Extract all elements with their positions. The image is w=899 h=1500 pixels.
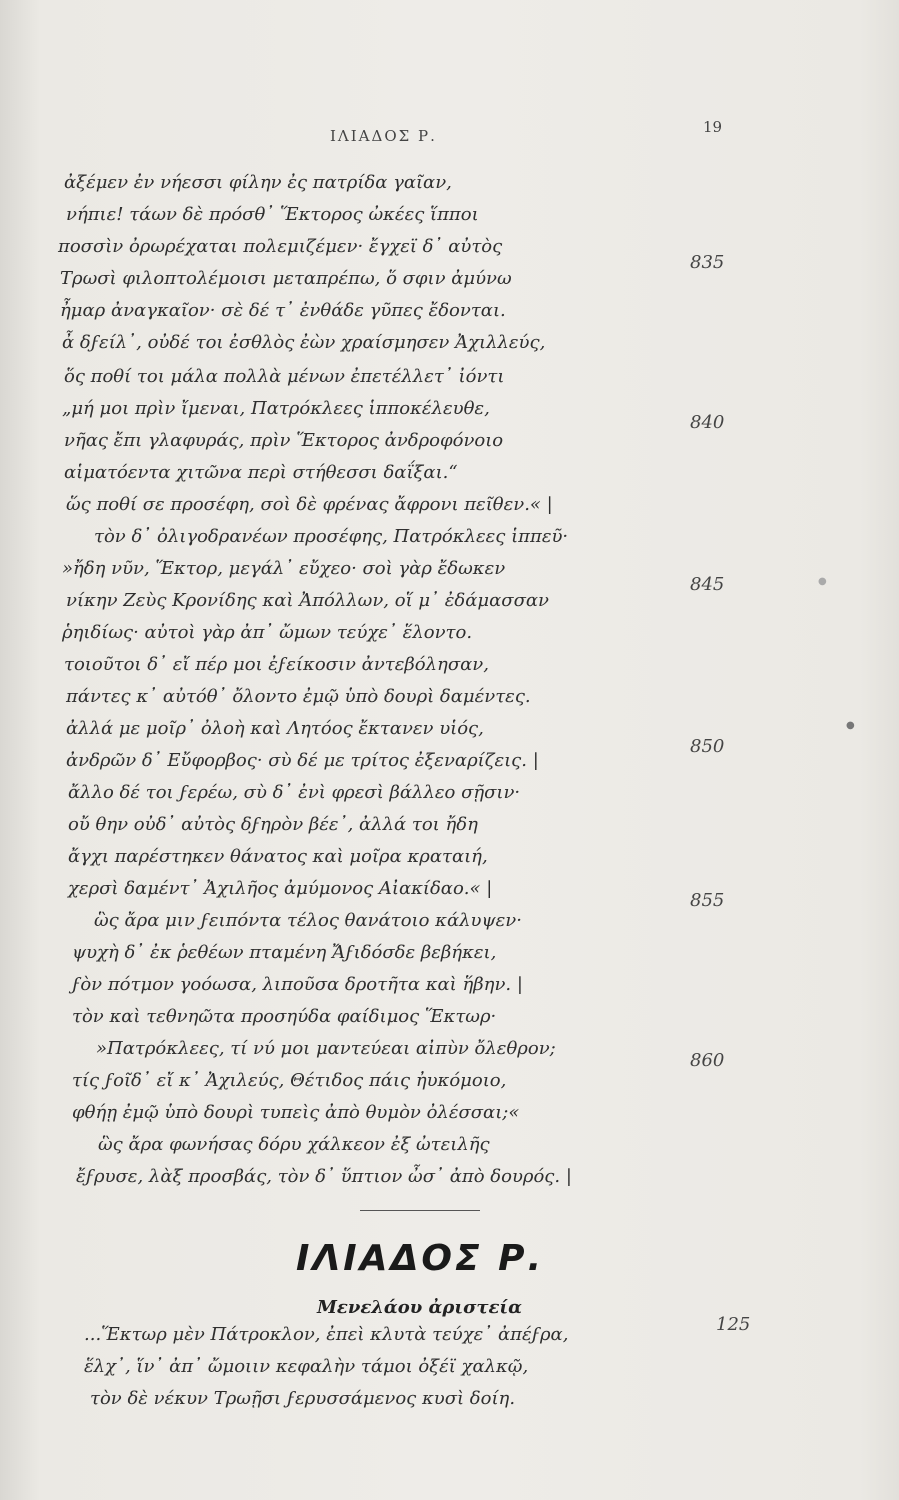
verse-line: πάντες κ᾽ αὐτόθ᾽ ὄλοντο ἐμῷ ὑπὸ δουρὶ δαμέντες. bbox=[66, 686, 531, 707]
verse-line: ἆ δϝείλ᾽, οὐδέ τοι ἐσθλὸς ἐὼν χραίσμησεν Ἀχιλλεύς, bbox=[62, 332, 546, 353]
scan-speck: ● bbox=[846, 720, 855, 731]
verse-line: „μή μοι πρὶν ἴμεναι, Πατρόκλεες ἱπποκέλευθε, bbox=[62, 398, 490, 419]
page-number: 19 bbox=[703, 118, 723, 136]
line-number: 845 bbox=[690, 574, 725, 595]
verse-line: ὅς ποθί τοι μάλα πολλὰ μένων ἐπετέλλετ᾽ ἰόντι bbox=[64, 366, 505, 387]
verse-line: νῆας ἔπι γλαφυράς, πρὶν Ἕκτορος ἀνδροφόνοιο bbox=[64, 430, 504, 451]
verse-line: νίκην Ζεὺς Κρονίδης καὶ Ἀπόλλων, οἵ μ᾽ ἐδάμασσαν bbox=[66, 590, 549, 611]
verse-line: ἔϝρυσε, λὰξ προσβάς, τὸν δ᾽ ὕπτιον ὦσ᾽ ἀπὸ δουρός. | bbox=[76, 1166, 572, 1187]
book-title: ΙΛΙΑΔΟΣ Ρ. bbox=[296, 1238, 545, 1279]
line-number: 840 bbox=[690, 412, 725, 433]
verse-line: τὸν καὶ τεθνηῶτα προσηύδα φαίδιμος Ἕκτωρ· bbox=[72, 1006, 497, 1027]
scan-speck: ● bbox=[818, 576, 827, 587]
verse-line: τοιοῦτοι δ᾽ εἴ πέρ μοι ἐϝείκοσιν ἀντεβόλησαν, bbox=[64, 654, 489, 675]
verse-line: φθήῃ ἐμῷ ὑπὸ δουρὶ τυπεὶς ἀπὸ θυμὸν ὀλέσσαι;« bbox=[72, 1102, 520, 1123]
verse-line: ἄγχι παρέστηκεν θάνατος καὶ μοῖρα κραταιή, bbox=[68, 846, 488, 867]
verse-line: ...Ἕκτωρ μὲν Πάτροκλον, ἐπεὶ κλυτὰ τεύχε᾽ ἀπέϝρα, bbox=[84, 1324, 569, 1345]
verse-line: τίς ϝοῖδ᾽ εἴ κ᾽ Ἀχιλεύς, Θέτιδος πάις ἠυκόμοιο, bbox=[72, 1070, 507, 1091]
verse-line: ἀξέμεν ἐν νήεσσι φίλην ἐς πατρίδα γαῖαν, bbox=[64, 172, 452, 193]
verse-line: ῥηιδίως· αὐτοὶ γὰρ ἀπ᾽ ὤμων τεύχε᾽ ἕλοντο. bbox=[62, 622, 473, 643]
line-number: 835 bbox=[690, 252, 725, 273]
verse-line: χερσὶ δαμέντ᾽ Ἀχιλῆος ἀμύμονος Αἰακίδαο.« | bbox=[68, 878, 493, 899]
line-number: 860 bbox=[690, 1050, 725, 1071]
verse-line: ὥς ποθί σε προσέφη, σοὶ δὲ φρένας ἄφρονι πεῖθεν.« | bbox=[66, 494, 553, 515]
verse-line: τὸν δ᾽ ὀλιγοδρανέων προσέφης, Πατρόκλεες ἱππεῦ· bbox=[94, 526, 569, 547]
line-number: 125 bbox=[716, 1314, 751, 1335]
verse-line: οὔ θην οὐδ᾽ αὐτὸς δϝηρὸν βέε᾽, ἀλλά τοι ἤδη bbox=[68, 814, 478, 835]
verse-line: νήπιε! τάων δὲ πρόσθ᾽ Ἕκτορος ὠκέες ἵπποι bbox=[66, 204, 479, 225]
verse-line: τὸν δὲ νέκυν Τρωῇσι ϝερυσσάμενος κυσὶ δοίη. bbox=[90, 1388, 516, 1409]
verse-line: ἀλλά με μοῖρ᾽ ὀλοὴ καὶ Λητόος ἔκτανεν υἱός, bbox=[66, 718, 484, 739]
verse-line: »Πατρόκλεες, τί νύ μοι μαντεύεαι αἰπὺν ὄλεθρον; bbox=[96, 1038, 556, 1059]
line-number: 855 bbox=[690, 890, 725, 911]
verse-line: ἄλλο δέ τοι ϝερέω, σὺ δ᾽ ἐνὶ φρεσὶ βάλλεο σῇσιν· bbox=[68, 782, 521, 803]
book-subtitle: Μενελάου ἀριστεία bbox=[317, 1297, 522, 1318]
verse-line: ὣς ἄρα φωνήσας δόρυ χάλκεον ἐξ ὠτειλῆς bbox=[98, 1134, 490, 1155]
verse-line: ψυχὴ δ᾽ ἐκ ῥεθέων πταμένη Ἄϝιδόσδε βεβήκει, bbox=[72, 942, 497, 963]
line-number: 850 bbox=[690, 736, 725, 757]
verse-line: ὣς ἄρα μιν ϝειπόντα τέλος θανάτοιο κάλυψεν· bbox=[94, 910, 522, 931]
verse-line: Τρωσὶ φιλοπτολέμοισι μεταπρέπω, ὅ σφιν ἀμύνω bbox=[60, 268, 512, 289]
verse-line: ϝὸν πότμον γοόωσα, λιποῦσα δροτῆτα καὶ ἥβην. | bbox=[72, 974, 523, 995]
section-rule bbox=[360, 1210, 480, 1211]
verse-line: ἕλχ᾽, ἵν᾽ ἀπ᾽ ὤμοιιν κεφαλὴν τάμοι ὀξέϊ χαλκῷ, bbox=[84, 1356, 529, 1377]
verse-line: αἱματόεντα χιτῶνα περὶ στήθεσσι δαΐξαι.“ bbox=[64, 462, 458, 483]
running-head: ΙΛΙΑΔΟΣ Ρ. bbox=[330, 127, 437, 145]
verse-line: ἦμαρ ἀναγκαῖον· σὲ δέ τ᾽ ἐνθάδε γῦπες ἔδονται. bbox=[60, 300, 506, 321]
verse-line: ἀνδρῶν δ᾽ Εὔφορβος· σὺ δέ με τρίτος ἐξεναρίζεις. | bbox=[66, 750, 539, 771]
verse-line: ποσσὶν ὀρωρέχαται πολεμιζέμεν· ἔγχεϊ δ᾽ αὐτὸς bbox=[58, 236, 503, 257]
verse-line: »ἤδη νῦν, Ἕκτορ, μεγάλ᾽ εὔχεο· σοὶ γὰρ ἔδωκεν bbox=[62, 558, 506, 579]
